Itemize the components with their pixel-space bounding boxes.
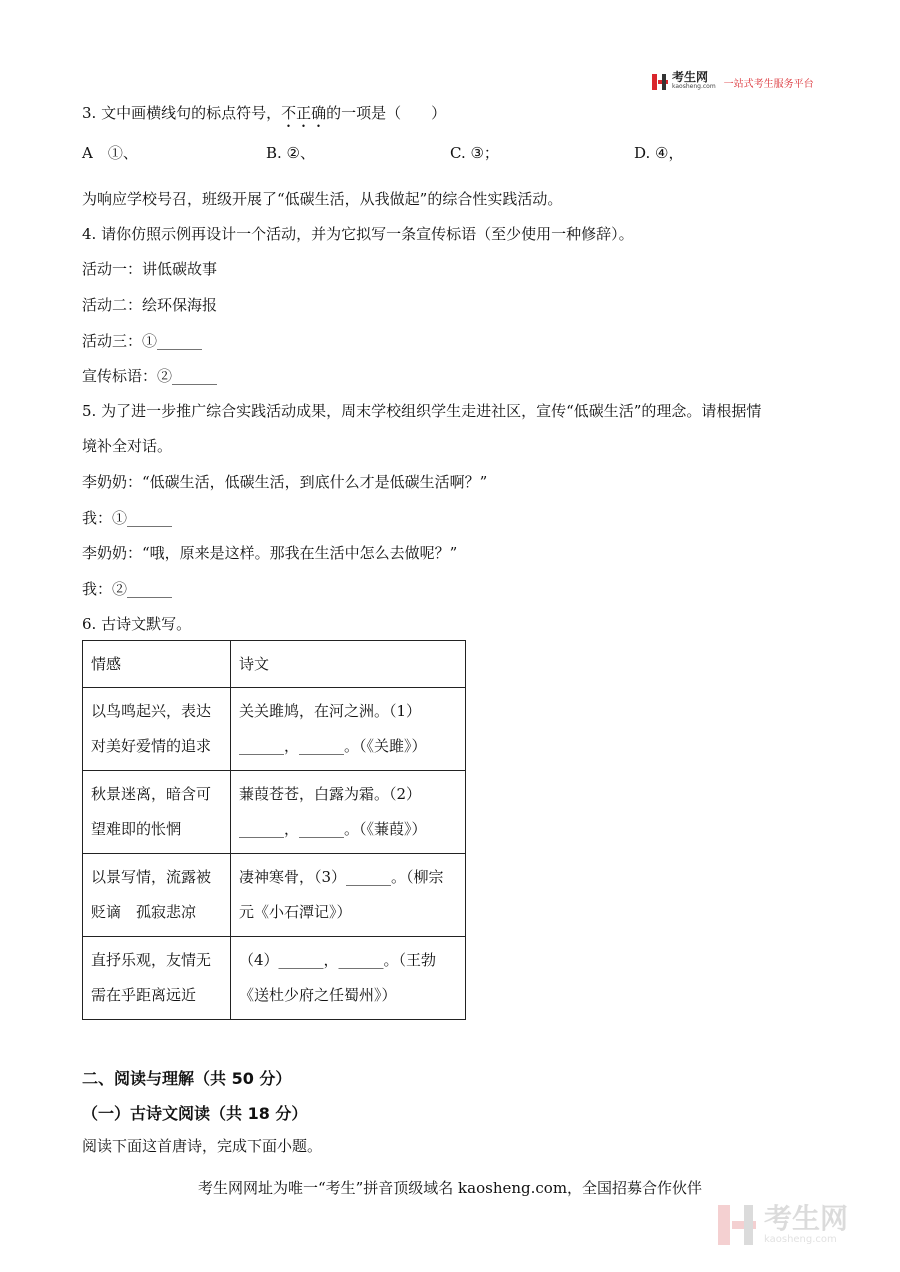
emotion-cell: 以鸟鸣起兴，表达 对美好爱情的追求 [83,688,231,771]
poem-cell: 蒹葭苍苍，白露为霜。（2） ______，______。（《蒹葭》） [231,771,466,854]
activity-intro: 为响应学校号召，班级开展了“低碳生活，从我做起”的综合性实践活动。 [82,190,563,208]
q3-option-c: C. ③； [450,144,499,162]
logo-slogan: 一站式考生服务平台 [723,78,814,90]
q5-line-2: 我：①______ [82,509,173,527]
watermark-name: 考生网 [764,1202,849,1235]
poem-cell: 凄神寒骨，（3）______。（柳宗 元《小石潭记》） [231,854,466,937]
watermark-logo-icon [718,1205,758,1245]
table-row [83,854,466,937]
q4-line-1: 活动一：讲低碳故事 [82,260,218,278]
q3-stem: 3. 文中画横线句的标点符号，不正确的一项是（ ） [82,104,447,122]
q4-line-3: 活动三：①______ [82,332,203,350]
watermark-domain: kaosheng.com [764,1234,837,1245]
q5-line-4: 我：②______ [82,580,173,598]
q5-line-3: 李奶奶：“哦，原来是这样。那我在生活中怎么去做呢？” [82,544,458,562]
emotion-cell: 以景写情，流露被 贬谪 孤寂悲凉 [83,854,231,937]
logo-domain: kaosheng.com [672,83,716,90]
site-logo [652,72,814,92]
q4-line-4: 宣传标语：②______ [82,367,218,385]
section-title: 二、阅读与理解（共 50 分） [82,1069,292,1088]
watermark [718,1204,848,1245]
poem-cell: 关关雎鸠，在河之洲。（1） ______，______。（《关雎》） [231,688,466,771]
q5-line-1: 李奶奶：“低碳生活，低碳生活，到底什么才是低碳生活啊？” [82,473,488,491]
table-row [83,937,466,1020]
emotion-cell: 直抒乐观，友情无 需在乎距离远近 [83,937,231,1020]
poem-cell: （4）______，______。（王勃 《送杜少府之任蜀州》） [231,937,466,1020]
q4-stem: 4. 请你仿照示例再设计一个活动，并为它拟写一条宣传标语（至少使用一种修辞）。 [82,225,634,243]
q4-line-2: 活动二：绘环保海报 [82,296,218,314]
table-row [83,771,466,854]
logo-icon [652,74,668,90]
q3-option-a: A ①、 [82,144,138,162]
logo-name: 考生网 [672,70,709,84]
poem-table [82,640,466,1020]
q5-stem-2: 境补全对话。 [82,437,173,455]
q3-option-b: B. ②、 [266,144,316,162]
table-row [83,688,466,771]
table-header-row [83,641,466,688]
header-emotion: 情感 [83,641,231,688]
footer-text: 考生网网址为唯一“考生”拼音顶级域名 kaosheng.com，全国招募合作伙伴 [197,1179,703,1197]
q5-stem-1: 5. 为了进一步推广综合实践活动成果，周末学校组织学生走进社区，宣传“低碳生活”的理念。请根据情 [82,402,762,420]
subsection-title: （一）古诗文阅读（共 18 分） [82,1104,308,1123]
reading-instruction: 阅读下面这首唐诗，完成下面小题。 [82,1137,323,1155]
q3-option-d: D. ④， [634,144,684,162]
emotion-cell: 秋景迷离，暗含可 望难即的怅惘 [83,771,231,854]
header-poem: 诗文 [231,641,466,688]
q6-stem: 6. 古诗文默写。 [82,615,192,633]
q3-emphasis: 不正确 [281,104,327,122]
